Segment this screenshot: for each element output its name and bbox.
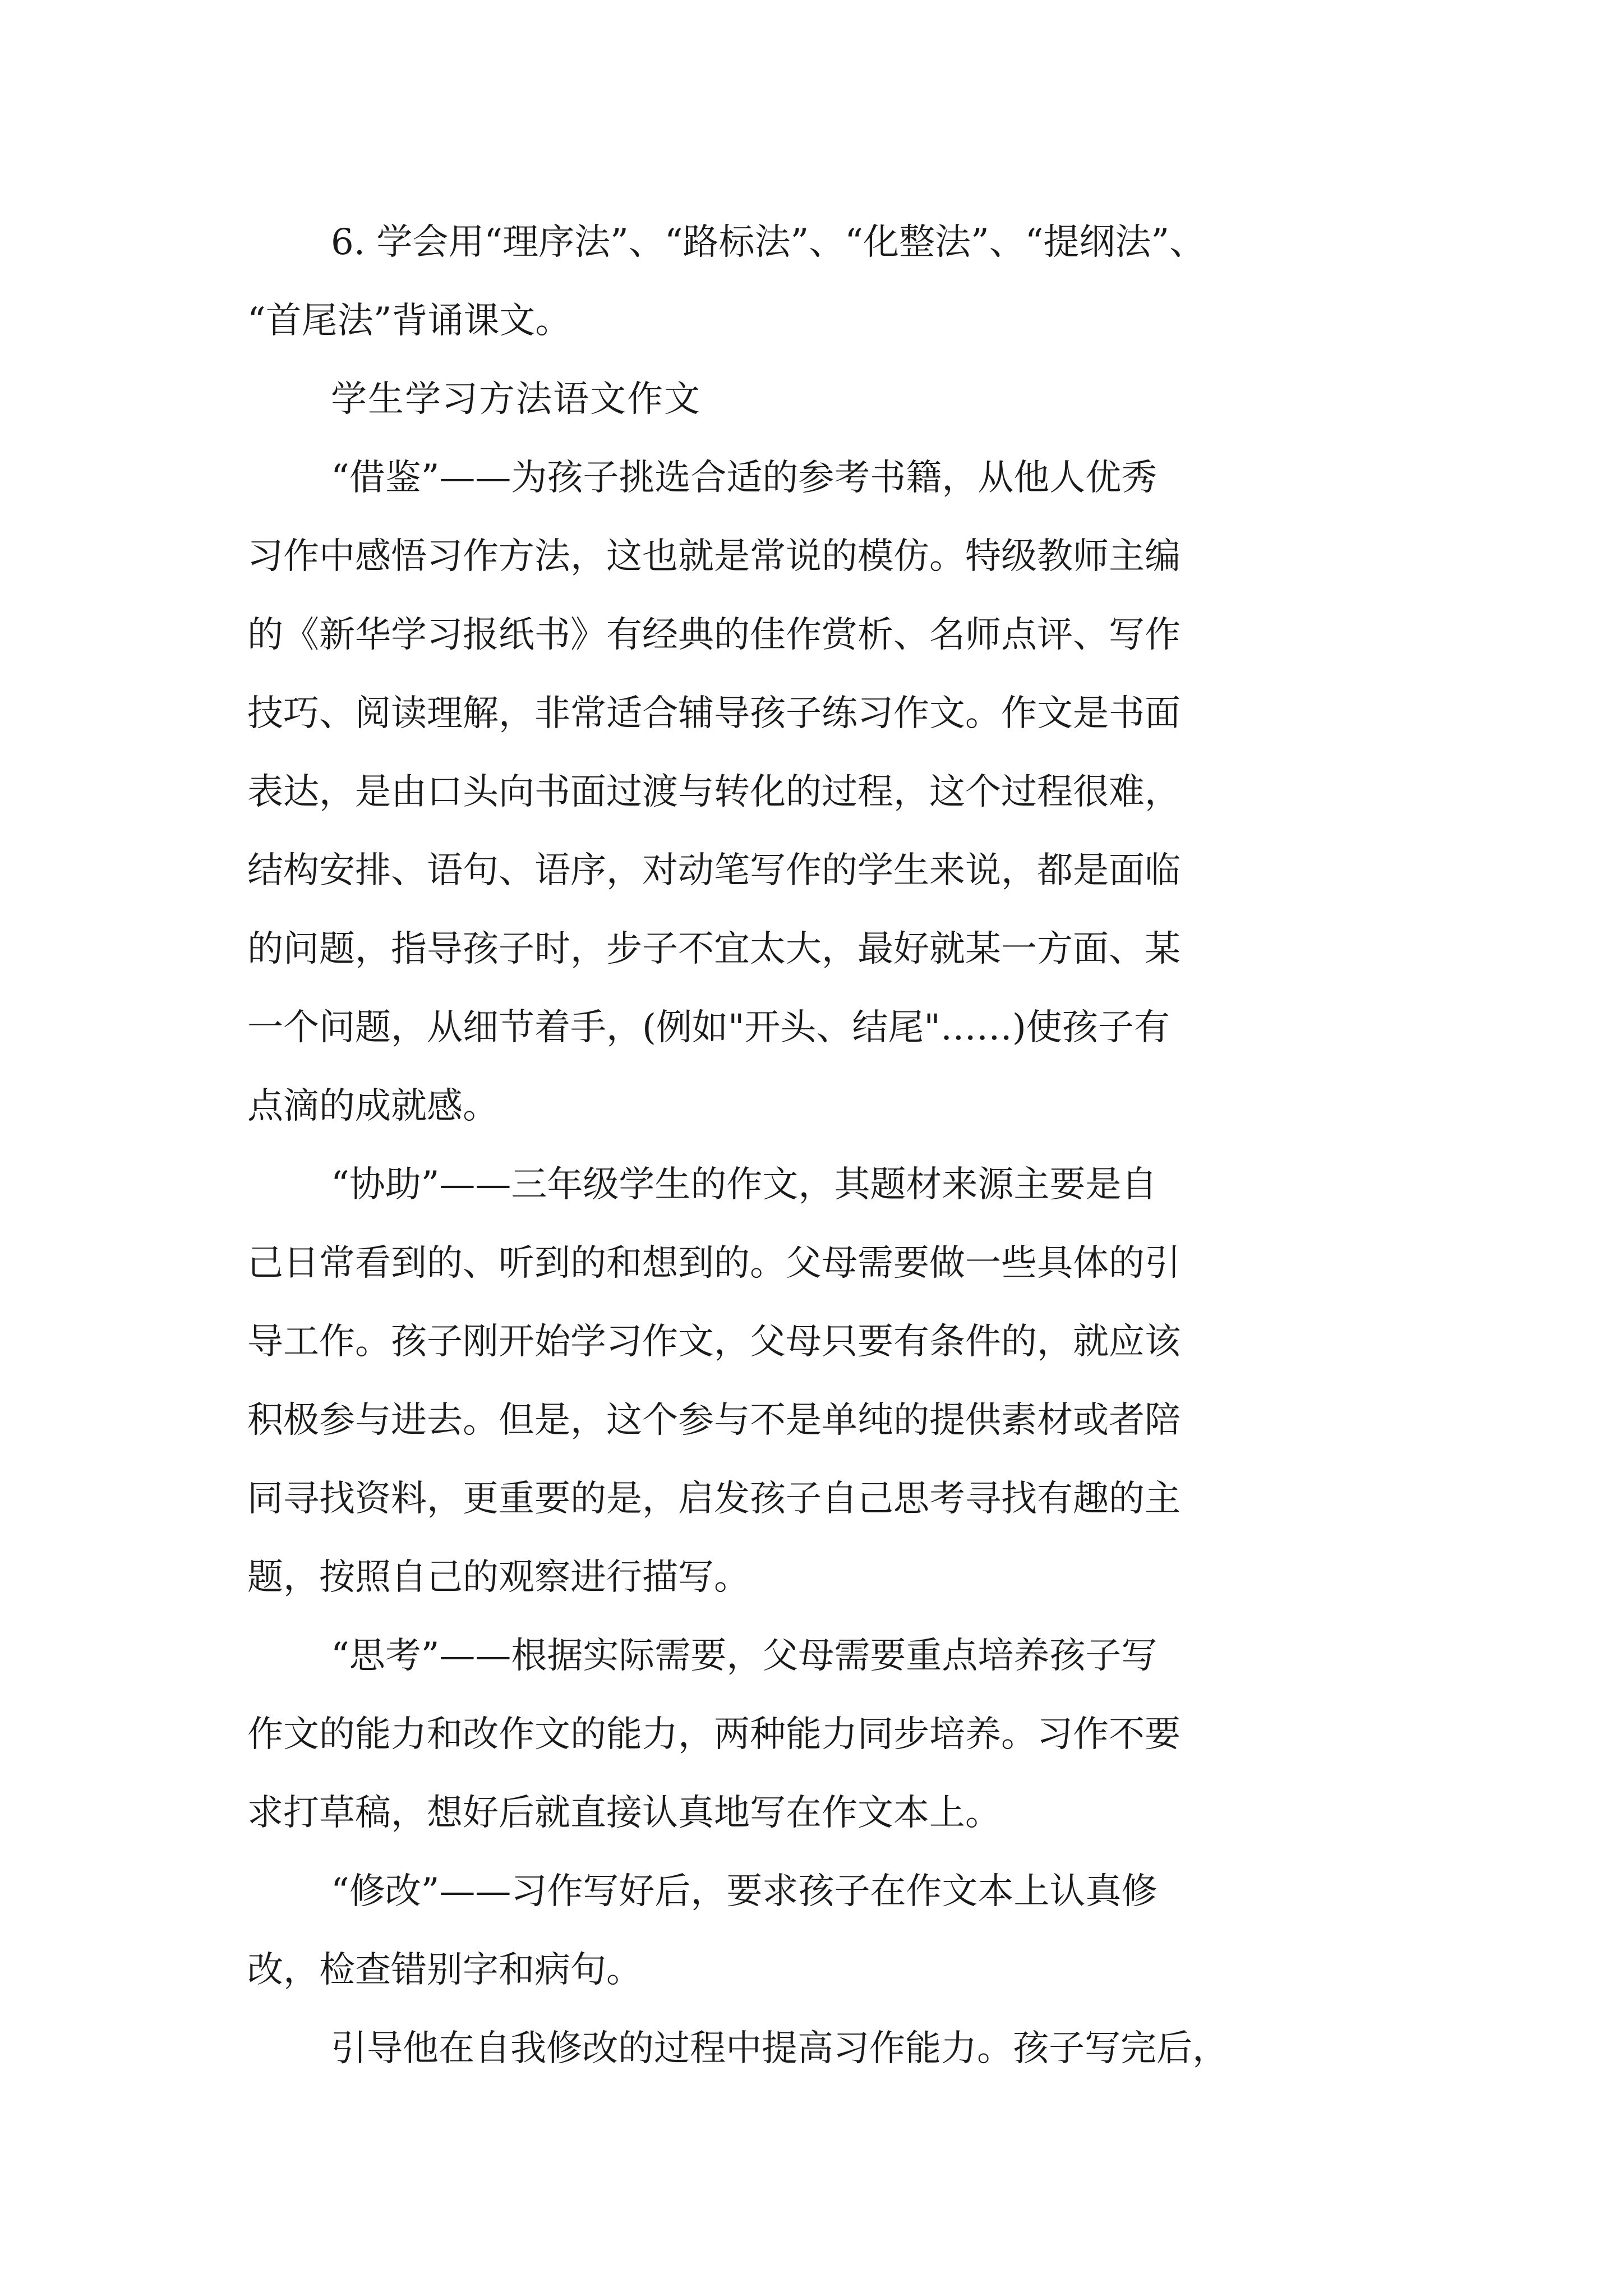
text-line: “首尾法”背诵课文。 <box>247 300 571 342</box>
text-line: “协助”——三年级学生的作文，其题材来源主要是自 <box>331 1164 1158 1205</box>
text-line: 题，按照自己的观察进行描写。 <box>247 1557 750 1598</box>
text-line: 一个问题，从细节着手，(例如"开头、结尾"……)使孩子有 <box>247 1007 1170 1048</box>
text-line: 6. 学会用“理序法”、“路标法”、“化整法”、“提纲法”、 <box>331 222 1206 263</box>
text-line: “思考”——根据实际需要，父母需要重点培养孩子写 <box>331 1635 1158 1677</box>
text-line: 结构安排、语句、语序，对动笔写作的学生来说，都是面临 <box>247 850 1181 891</box>
text-line: 导工作。孩子刚开始学习作文，父母只要有条件的，就应该 <box>247 1321 1181 1363</box>
text-line: 点滴的成就感。 <box>247 1085 499 1127</box>
text-line: 习作中感悟习作方法，这也就是常说的模仿。特级教师主编 <box>247 536 1181 577</box>
text-line: 技巧、阅读理解，非常适合辅导孩子练习作文。作文是书面 <box>247 693 1181 734</box>
text-line: “修改”——习作写好后，要求孩子在作文本上认真修 <box>331 1871 1158 1912</box>
text-line: 作文的能力和改作文的能力，两种能力同步培养。习作不要 <box>247 1714 1181 1755</box>
text-line: 己日常看到的、听到的和想到的。父母需要做一些具体的引 <box>247 1243 1181 1284</box>
text-line: 积极参与进去。但是，这个参与不是单纯的提供素材或者陪 <box>247 1400 1181 1441</box>
text-line: 同寻找资料，更重要的是，启发孩子自己思考寻找有趣的主 <box>247 1478 1181 1520</box>
text-line: 的《新华学习报纸书》有经典的佳作赏析、名师点评、写作 <box>247 614 1181 656</box>
text-line: 求打草稿，想好后就直接认真地写在作文本上。 <box>247 1792 1001 1834</box>
section-heading: 学生学习方法语文作文 <box>331 379 701 420</box>
text-line: 改，检查错别字和病句。 <box>247 1949 642 1991</box>
text-line: “借鉴”——为孩子挑选合适的参考书籍，从他人优秀 <box>331 457 1158 499</box>
text-line: 表达，是由口头向书面过渡与转化的过程，这个过程很难， <box>247 771 1181 813</box>
text-line: 的问题，指导孩子时，步子不宜太大，最好就某一方面、某 <box>247 928 1181 970</box>
text-line: 引导他在自我修改的过程中提高习作能力。孩子写完后， <box>331 2028 1228 2069</box>
